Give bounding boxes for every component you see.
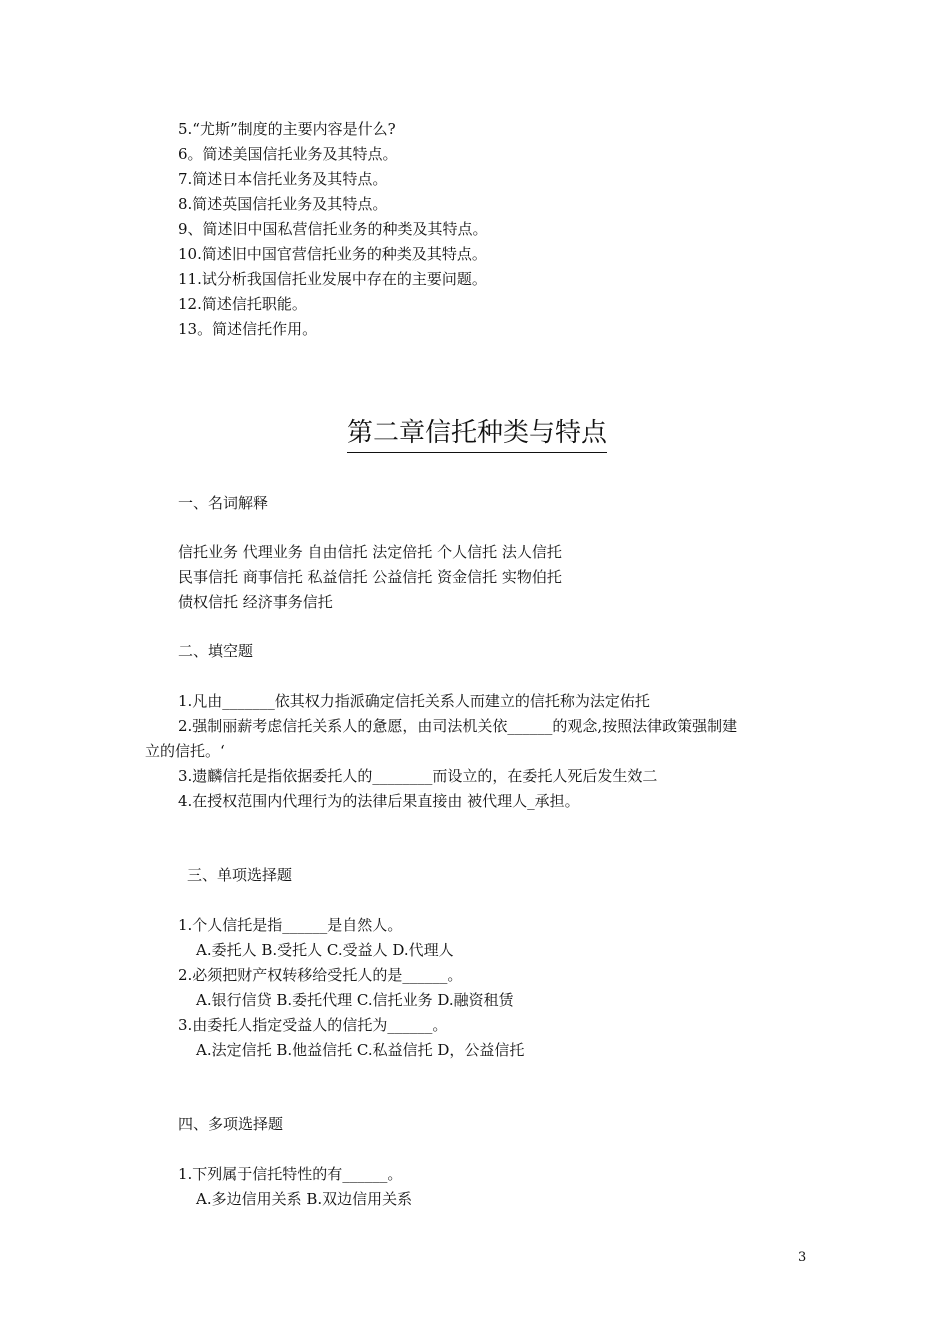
single-question-3: 3.由委托人指定受益人的信托为______。 <box>178 1016 448 1034</box>
terms-line-3: 债权信托 经济事务信托 <box>178 593 333 611</box>
single-question-1: 1.个人信托是指______是自然人。 <box>178 916 403 934</box>
single-question-2: 2.必须把财产权转移给受托人的是______。 <box>178 966 463 984</box>
question-8: 8.简述英国信托业务及其特点。 <box>178 195 388 213</box>
single-question-2-options: A.银行信贷 B.委托代理 C.信托业务 D.融资租赁 <box>196 991 514 1009</box>
single-question-1-options: A.委托人 B.受托人 C.受益人 D.代理人 <box>196 941 454 959</box>
question-7: 7.简述日本信托业务及其特点。 <box>178 170 388 188</box>
single-question-3-options: A.法定信托 B.他益信托 C.私益信托 D，公益信托 <box>196 1041 525 1059</box>
fill-question-3: 3.遗麟信托是指依据委托人的________而设立的，在委托人死后发生效二 <box>178 767 658 785</box>
section-heading-fill-blank: 二、填空题 <box>178 642 254 660</box>
terms-line-2: 民事信托 商事信托 私益信托 公益信托 资金信托 实物伯托 <box>178 568 562 586</box>
fill-question-2-continued: 立的信托。‘ <box>145 742 225 760</box>
multi-question-1-options: A.多边信用关系 B.双边信用关系 <box>196 1190 413 1208</box>
terms-line-1: 信托业务 代理业务 自由信托 法定倍托 个人信托 法人信托 <box>178 543 562 561</box>
question-11: 11.试分析我国信托业发展中存在的主要问题。 <box>178 270 487 288</box>
fill-question-2: 2.强制丽薪考虑信托关系人的惫愿，由司法机关依______的观念,按照法律政策强制建 <box>178 717 738 735</box>
question-10: 10.简述旧中国官营信托业务的种类及其特点。 <box>178 245 487 263</box>
section-heading-terms: 一、名词解释 <box>178 494 269 512</box>
question-6: 6。简述美国信托业务及其特点。 <box>178 145 398 163</box>
fill-question-4: 4.在授权范围内代理行为的法律后果直接由 被代理人_承担。 <box>178 792 580 810</box>
chapter-title: 第二章信托种类与特点 <box>347 416 607 453</box>
multi-question-1: 1.下列属于信托特性的有______。 <box>178 1165 403 1183</box>
question-12: 12.简述信托职能。 <box>178 295 307 313</box>
fill-question-1: 1.凡由_______依其权力指派确定信托关系人而建立的信托称为法定佑托 <box>178 692 650 710</box>
page-number: 3 <box>798 1250 807 1265</box>
section-heading-single-choice: 三、单项选择题 <box>187 866 293 884</box>
question-13: 13。简述信托作用。 <box>178 320 318 338</box>
section-heading-multiple-choice: 四、多项选择题 <box>178 1115 284 1133</box>
question-9: 9、简述旧中国私营信托业务的种类及其特点。 <box>178 220 488 238</box>
question-5: 5.“尤斯”制度的主要内容是什么? <box>178 120 396 138</box>
